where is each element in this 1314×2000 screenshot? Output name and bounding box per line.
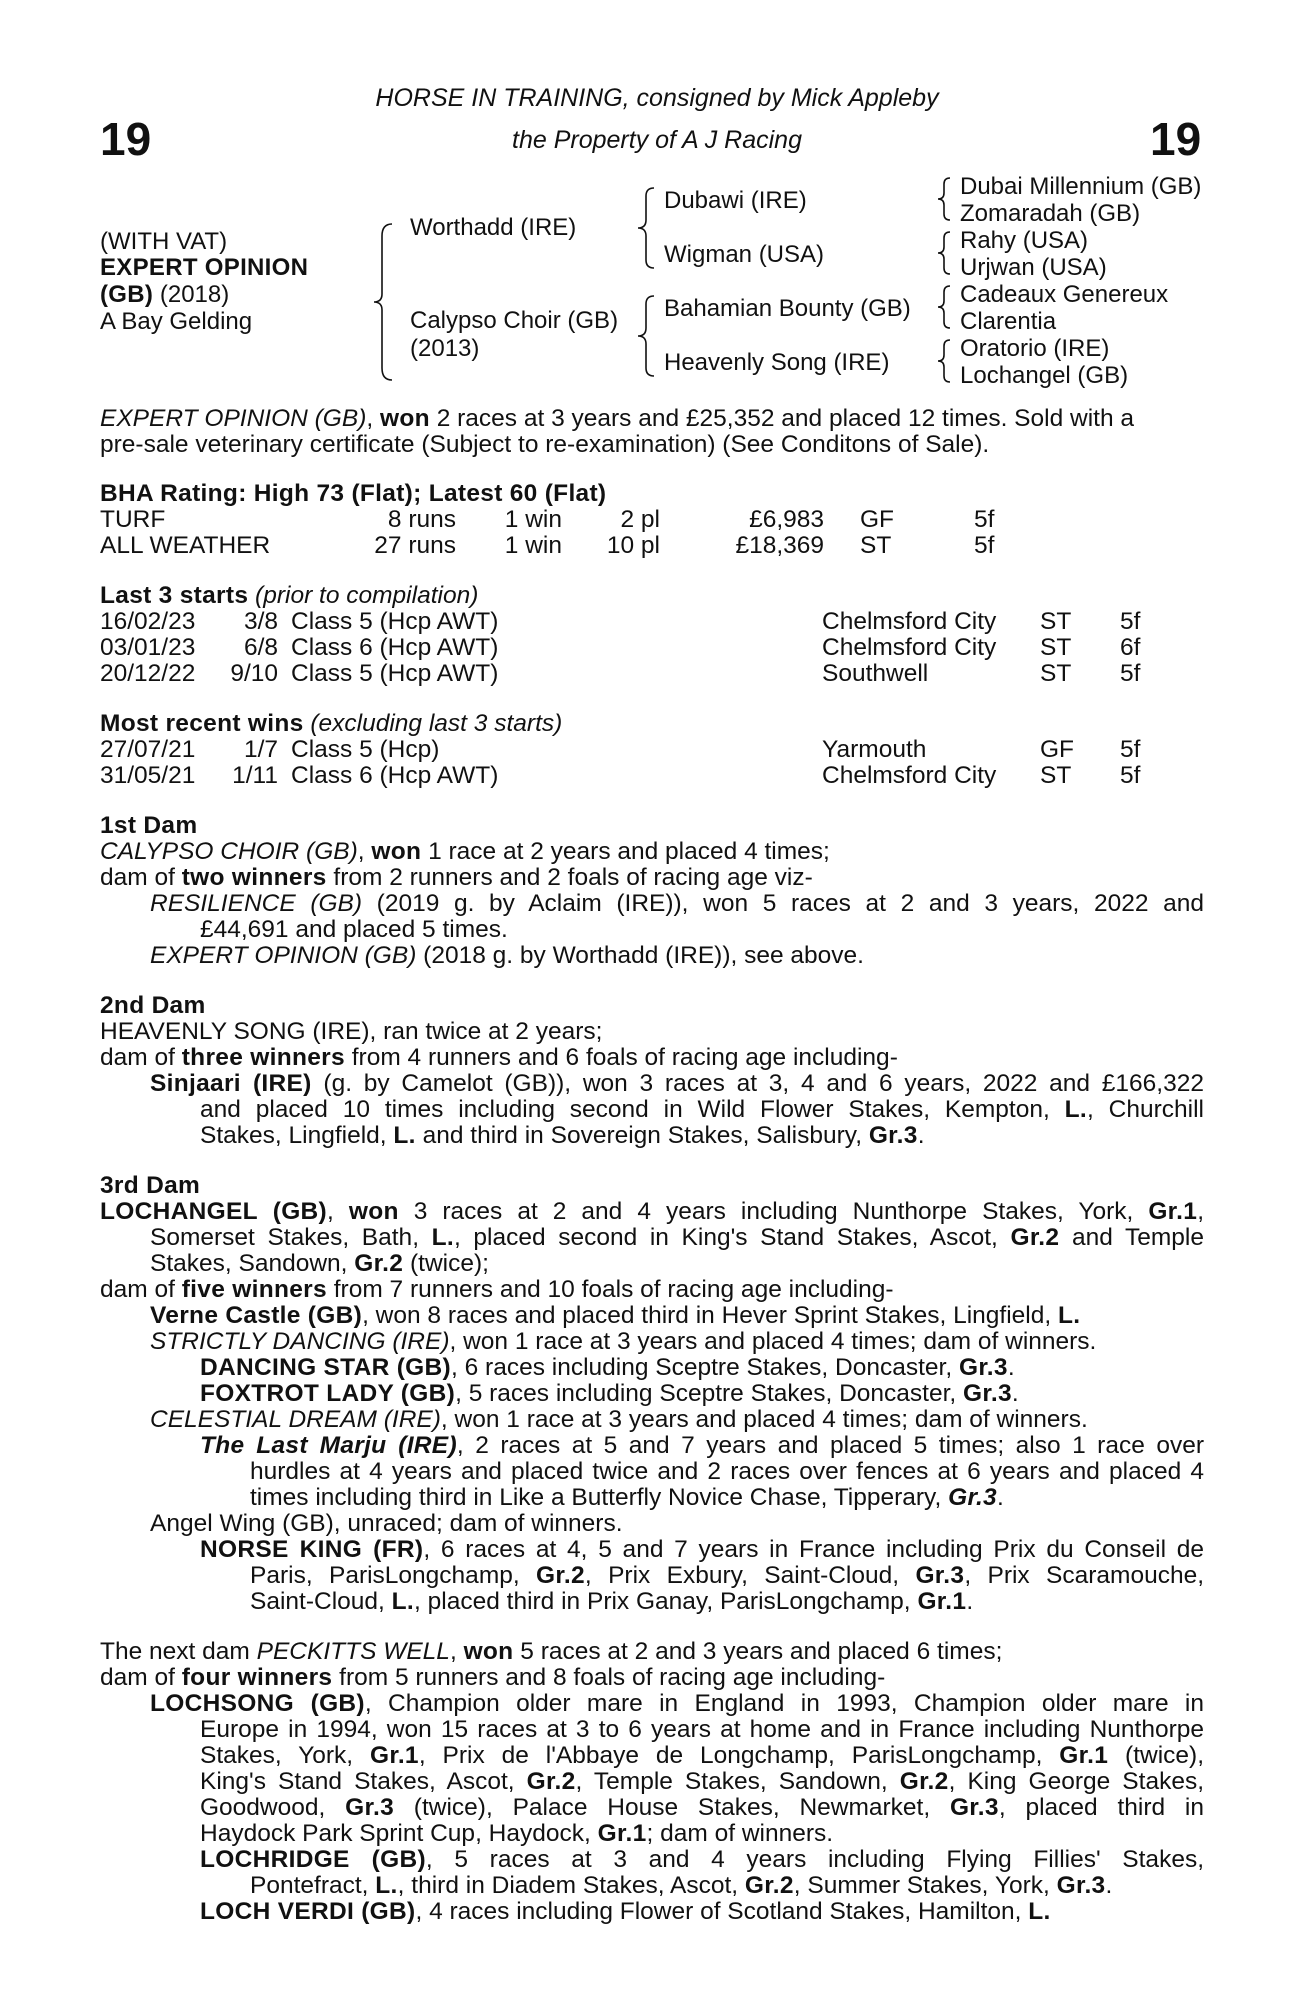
rating-prize: £6,983 [749,506,824,533]
dam1-foal-1-cont: £44,691 and placed 5 times. [200,916,508,943]
text-run: , Prix Exbury, Saint-Cloud, [584,1562,916,1589]
foal-name: CELESTIAL DREAM (IRE) [150,1406,441,1433]
horse-year: (2018) [153,281,230,308]
dam1-title: 1st Dam [100,812,198,839]
race-grade: Gr.1 [1148,1198,1198,1225]
text-run: from 5 runners and 8 foals of racing age including- [332,1664,886,1691]
start-class: Class 6 (Hcp AWT) [291,634,499,661]
text-run: Pontefract, [250,1872,376,1899]
lot-number-right: 19 [1150,113,1202,165]
dam3-foal-1 [150,1303,1080,1328]
text-run: , placed third in Prix Ganay, ParisLongchamp, [414,1588,918,1615]
dam3-grandfoal-4-cont [250,1563,1204,1588]
dam2-produce [100,1045,898,1070]
win-position: 1/11 [232,762,278,789]
bha-rating: BHA Rating: High 73 (Flat); Latest 60 (Flat) [100,480,607,507]
text-run: , [327,1198,349,1225]
win-distance: 5f [1120,736,1141,763]
text-run: , 5 races at 3 and 4 years including Flying Fillies' Stakes, [425,1846,1204,1873]
dam2-title: 2nd Dam [100,992,206,1019]
pedigree-ddd: Lochangel (GB) [960,362,1129,389]
text-run: from 7 runners and 10 foals of racing age including- [326,1276,894,1303]
start-distance: 5f [1120,660,1141,687]
race-grade: L. [393,1122,416,1149]
text-run: , 6 races at 4, 5 and 7 years in France including Prix du Conseil de [423,1536,1205,1563]
dam3-title: 3rd Dam [100,1172,201,1199]
pedigree-sire-sire: Dubawi (IRE) [664,187,807,214]
text-run: , Prix de l'Abbaye de Longchamp, ParisLongchamp, [418,1742,1060,1769]
next-foal-3 [200,1899,1051,1924]
win-going: GF [1040,736,1075,763]
foal-name: Sinjaari (IRE) [150,1070,312,1097]
pedigree-dds: Oratorio (IRE) [960,335,1110,362]
dam3-produce [100,1277,894,1302]
summary-won: won [380,405,430,432]
text-run: from 4 runners and 6 foals of racing age including- [344,1044,898,1071]
pedigree-bracket-sire [636,186,666,270]
pedigree-sire-dam: Wigman (USA) [664,241,825,268]
text-run: , [449,1638,464,1665]
text-run: , 4 races including Flower of Scotland Stakes, Hamilton, [415,1898,1029,1925]
text-run: ; dam of winners. [646,1820,834,1847]
text-run: and placed 10 times including second in Wild Flower Stakes, Kempton, [200,1096,1065,1123]
pedigree-bracket-dam [636,294,666,378]
text-run: , third in Diadem Stakes, Ascot, [397,1872,745,1899]
text-run: from 2 runners and 2 foals of racing age viz- [326,864,813,891]
pedigree-dam-sire: Bahamian Bounty (GB) [664,295,911,322]
pedigree-sss: Dubai Millennium (GB) [960,173,1202,200]
win-class: Class 6 (Hcp AWT) [291,762,499,789]
recent-title: Most recent wins [100,710,304,737]
dam3-foal-4: Angel Wing (GB), unraced; dam of winners. [150,1510,623,1537]
race-grade: Gr.3 [963,1380,1012,1407]
text-run: , placed third in [998,1794,1204,1821]
pedigree-sire: Worthadd (IRE) [410,214,577,241]
text-run: , Churchill [1087,1096,1204,1123]
start-row [0,609,1314,635]
text-run: 5 races at 2 and 3 years and placed 6 times; [513,1638,1003,1665]
header-title: HORSE IN TRAINING, consigned by Mick Appleby [375,84,939,112]
pedigree-ssd: Zomaradah (GB) [960,200,1141,227]
race-grade: Gr.3 [345,1794,394,1821]
dam1-text: 1 race at 2 years and placed 4 times; [421,838,830,865]
dam3-grandfoal-4-cont2 [250,1589,973,1614]
rating-surface: TURF [100,506,166,533]
text-run: and Temple [1059,1224,1204,1251]
next-foal-1-cont4 [200,1795,1204,1820]
summary-line2: pre-sale veterinary certificate (Subject to re-examination) (See Conditons of Sale). [100,431,990,458]
start-row [0,661,1314,687]
win-position: 1/7 [243,736,278,763]
dam3-grandfoal-2 [200,1381,1019,1406]
pedigree-bracket-dd [936,338,956,384]
next-foal-1-cont5 [200,1821,833,1846]
race-grade: Gr.2 [899,1768,949,1795]
text-run: , Summer Stakes, York, [793,1872,1057,1899]
text-run: Haydock Park Sprint Cup, Haydock, [200,1820,598,1847]
race-grade: L. [1057,1302,1081,1329]
race-grade: Gr.2 [526,1768,576,1795]
dam3-winners: five winners [181,1276,327,1303]
pedigree-dam-dam: Heavenly Song (IRE) [664,349,890,376]
dam3-name: LOCHANGEL (GB) [100,1198,328,1225]
dam3-line-2 [150,1225,1204,1250]
pedigree-bracket-ss [936,176,956,222]
pedigree-dam-year: (2013) [410,335,480,362]
rating-wins: 1 win [504,532,562,559]
race-grade: Gr.3 [1056,1872,1106,1899]
rating-surface: ALL WEATHER [100,532,271,559]
dam1-produce [100,865,813,890]
summary-horse-name: EXPERT OPINION (GB) [100,405,367,432]
dam1-winners: two winners [181,864,327,891]
summary-text: 2 races at 3 years and £25,352 and placed 12 times. Sold with a [429,405,1135,432]
dam1-won: won [371,838,422,865]
next-foal-1 [150,1691,1204,1716]
start-class: Class 5 (Hcp AWT) [291,660,499,687]
next-foal-1-cont: Europe in 1994, won 15 races at 3 to 6 years at home and in France including Nunthorpe [200,1716,1204,1743]
race-grade: Gr.3 [915,1562,965,1589]
start-class: Class 5 (Hcp AWT) [291,608,499,635]
rating-row [0,507,1314,533]
win-course: Yarmouth [822,736,927,763]
foal-name: STRICTLY DANCING (IRE) [150,1328,450,1355]
text-run: , won 8 races and placed third in Hever Sprint Stakes, Lingfield, [362,1302,1058,1329]
rating-runs: 27 runs [374,532,456,559]
text-run: Goodwood, [200,1794,346,1821]
text-run: The next dam [100,1638,257,1665]
next-foal-1-cont3 [200,1769,1204,1794]
start-row [0,635,1314,661]
text-run: , Champion older mare in England in 1993, Champion older mare in [364,1690,1204,1717]
text-run: , 6 races including Sceptre Stakes, Doncaster, [451,1354,959,1381]
dam3-foal-3 [150,1407,1088,1432]
start-position: 6/8 [243,634,278,661]
race-grade: Gr.1 [1059,1742,1109,1769]
text-run: , Prix Scaramouche, [964,1562,1205,1589]
start-position: 3/8 [243,608,278,635]
dam3-won: won [348,1198,399,1225]
race-grade: L. [375,1872,398,1899]
pedigree-sdd: Urjwan (USA) [960,254,1107,281]
text-run: Paris, ParisLongchamp, [250,1562,537,1589]
dam2-foal-1-cont2 [200,1123,925,1148]
text-run: , 5 races including Sceptre Stakes, Doncaster, [455,1380,964,1407]
text-run: . [966,1588,974,1615]
foal-text: (2019 g. by Aclaim (IRE)), won 5 races at 2 and 3 years, 2022 and [362,890,1204,917]
text-run: . [1011,1380,1019,1407]
next-foal-2 [200,1847,1204,1872]
race-grade: Gr.3 [868,1122,918,1149]
text-run: , [1197,1198,1204,1225]
text-run: Somerset Stakes, Bath, [150,1224,432,1251]
text-run: (twice), [1108,1742,1205,1769]
text-run: (twice); [403,1250,489,1277]
text-run: , placed second in King's Stand Stakes, Ascot, [454,1224,1011,1251]
start-distance: 6f [1120,634,1141,661]
win-date: 31/05/21 [100,762,196,789]
text-run: dam of [100,1044,182,1071]
next-dam-produce [100,1665,885,1690]
dam2-winners: three winners [181,1044,345,1071]
dam3-grandfoal-4 [200,1537,1204,1562]
rating-prize: £18,369 [735,532,824,559]
pedigree-bracket-ds [936,284,956,330]
start-distance: 5f [1120,608,1141,635]
rating-distance: 5f [974,532,995,559]
rating-placed: 2 pl [620,506,660,533]
lot-number-left: 19 [100,113,152,165]
text-run: 3 races at 2 and 4 years including Nunthorpe Stakes, York, [398,1198,1149,1225]
race-grade: Gr.3 [948,1484,997,1511]
recent-heading [100,711,562,736]
foal-text: (g. by Camelot (GB)), won 3 races at 3, 4 and 6 years, 2022 and £166,322 [311,1070,1204,1097]
race-grade: L. [431,1224,454,1251]
next-dam-winners: four winners [181,1664,333,1691]
race-grade: Gr.3 [958,1354,1008,1381]
win-going: ST [1040,762,1072,789]
last3-title: Last 3 starts [100,582,249,609]
race-grade: Gr.2 [536,1562,585,1589]
race-grade: Gr.1 [369,1742,419,1769]
start-position: 9/10 [230,660,278,687]
dam1-name: CALYPSO CHOIR (GB) [100,838,358,865]
horse-name-line2 [100,282,229,308]
text-run: , won 1 race at 3 years and placed 4 times; dam of winners. [449,1328,1097,1355]
start-going: ST [1040,634,1072,661]
next-dam-name: PECKITTS WELL [256,1638,450,1665]
pedigree-sds: Rahy (USA) [960,227,1089,254]
foal-name: FOXTROT LADY (GB) [200,1380,456,1407]
foal-name: LOCHSONG (GB) [150,1690,365,1717]
text-run: Saint-Cloud, [250,1588,392,1615]
pedigree-bracket-sd [936,230,956,276]
next-dam-won: won [463,1638,514,1665]
race-grade: L. [1028,1898,1051,1925]
horse-description: A Bay Gelding [100,308,253,335]
text-run: and third in Sovereign Stakes, Salisbury, [415,1122,869,1149]
race-grade: L. [1064,1096,1088,1123]
next-foal-2-cont [250,1873,1112,1898]
rating-row [0,533,1314,559]
dam1-foal-1 [150,891,1204,916]
horse-name: EXPERT OPINION [100,254,309,281]
text-run: , Temple Stakes, Sandown, [575,1768,900,1795]
foal-name: The Last Marju (IRE) [200,1432,457,1459]
dam2-foal-1 [150,1071,1204,1096]
win-date: 27/07/21 [100,736,196,763]
text-run: dam of [100,864,182,891]
text-run: . [917,1122,925,1149]
foal-name: NORSE KING (FR) [200,1536,424,1563]
win-distance: 5f [1120,762,1141,789]
rating-distance: 5f [974,506,995,533]
win-row [0,763,1314,789]
recent-note: (excluding last 3 starts) [303,710,563,737]
rating-wins: 1 win [504,506,562,533]
text-run: , 2 races at 5 and 7 years and placed 5 times; also 1 race over [456,1432,1204,1459]
dam2-line: HEAVENLY SONG (IRE), ran twice at 2 years; [100,1018,603,1045]
text-run: , King George Stakes, [948,1768,1205,1795]
text-run: (twice), Palace House Stakes, Newmarket, [394,1794,950,1821]
race-grade: Gr.2 [354,1250,404,1277]
foal-name: DANCING STAR (GB) [200,1354,451,1381]
dam1-foal-2 [150,943,864,968]
race-grade: L. [391,1588,415,1615]
text-run: times including third in Like a Butterfly Novice Chase, Tipperary, [250,1484,949,1511]
horse-country: (GB) [100,281,154,308]
start-going: ST [1040,660,1072,687]
pedigree-dsd: Clarentia [960,308,1057,335]
foal-name: RESILIENCE (GB) [150,890,363,917]
next-foal-1-cont2 [200,1743,1204,1768]
start-date: 03/01/23 [100,634,196,661]
dam3-grandfoal-3 [200,1433,1204,1458]
race-grade: Gr.3 [949,1794,999,1821]
text-run: Stakes, Lingfield, [200,1122,394,1149]
text-run: dam of [100,1664,182,1691]
rating-placed: 10 pl [606,532,660,559]
foal-name: LOCHRIDGE (GB) [200,1846,426,1873]
pedigree-dss: Cadeaux Genereux [960,281,1169,308]
dam3-grandfoal-3-cont2 [250,1485,1004,1510]
vat-note: (WITH VAT) [100,228,228,255]
rating-going: ST [860,532,892,559]
last3-note: (prior to compilation) [248,582,479,609]
foal-name: LOCH VERDI (GB) [200,1898,416,1925]
next-dam-line [100,1639,1002,1664]
start-date: 16/02/23 [100,608,196,635]
dam3-grandfoal-1 [200,1355,1015,1380]
dam3-grandfoal-3-cont: hurdles at 4 years and placed twice and 2 races over fences at 6 years and placed 4 [250,1458,1204,1485]
header-subtitle: the Property of A J Racing [512,126,802,154]
text-run: . [1007,1354,1015,1381]
dam2-foal-1-cont [200,1097,1204,1122]
start-going: ST [1040,608,1072,635]
rating-runs: 8 runs [387,506,456,533]
pedigree-dam: Calypso Choir (GB) [410,307,619,334]
start-course: Southwell [822,660,929,687]
start-course: Chelmsford City [822,608,997,635]
start-date: 20/12/22 [100,660,196,687]
win-row [0,737,1314,763]
race-grade: Gr.1 [597,1820,647,1847]
text-run: . [1105,1872,1113,1899]
foal-text: (2018 g. by Worthadd (IRE)), see above. [416,942,864,969]
race-grade: Gr.2 [744,1872,794,1899]
summary-line1: EXPERT OPINION (GB), won 2 races at 3 years and £25,352 and placed 12 times. Sold with a [100,405,1135,432]
dam3-foal-2 [150,1329,1096,1354]
last3-heading [100,583,478,608]
win-class: Class 5 (Hcp) [291,736,440,763]
race-grade: Gr.1 [917,1588,967,1615]
dam1-line: CALYPSO CHOIR (GB), won 1 race at 2 years and placed 4 times; [100,838,830,865]
win-course: Chelmsford City [822,762,997,789]
start-course: Chelmsford City [822,634,997,661]
pedigree-bracket-main [372,222,402,382]
text-run: , won 1 race at 3 years and placed 4 times; dam of winners. [440,1406,1088,1433]
rating-going: GF [860,506,895,533]
text-run: Stakes, York, [200,1742,370,1769]
text-run: King's Stand Stakes, Ascot, [200,1768,527,1795]
text-run: . [996,1484,1004,1511]
text-run: dam of [100,1276,182,1303]
foal-name: EXPERT OPINION (GB) [150,942,417,969]
foal-name: Verne Castle (GB) [150,1302,363,1329]
dam3-line-1 [100,1199,1204,1224]
text-run: Stakes, Sandown, [150,1250,355,1277]
race-grade: Gr.2 [1010,1224,1060,1251]
dam3-line-3 [150,1251,489,1276]
